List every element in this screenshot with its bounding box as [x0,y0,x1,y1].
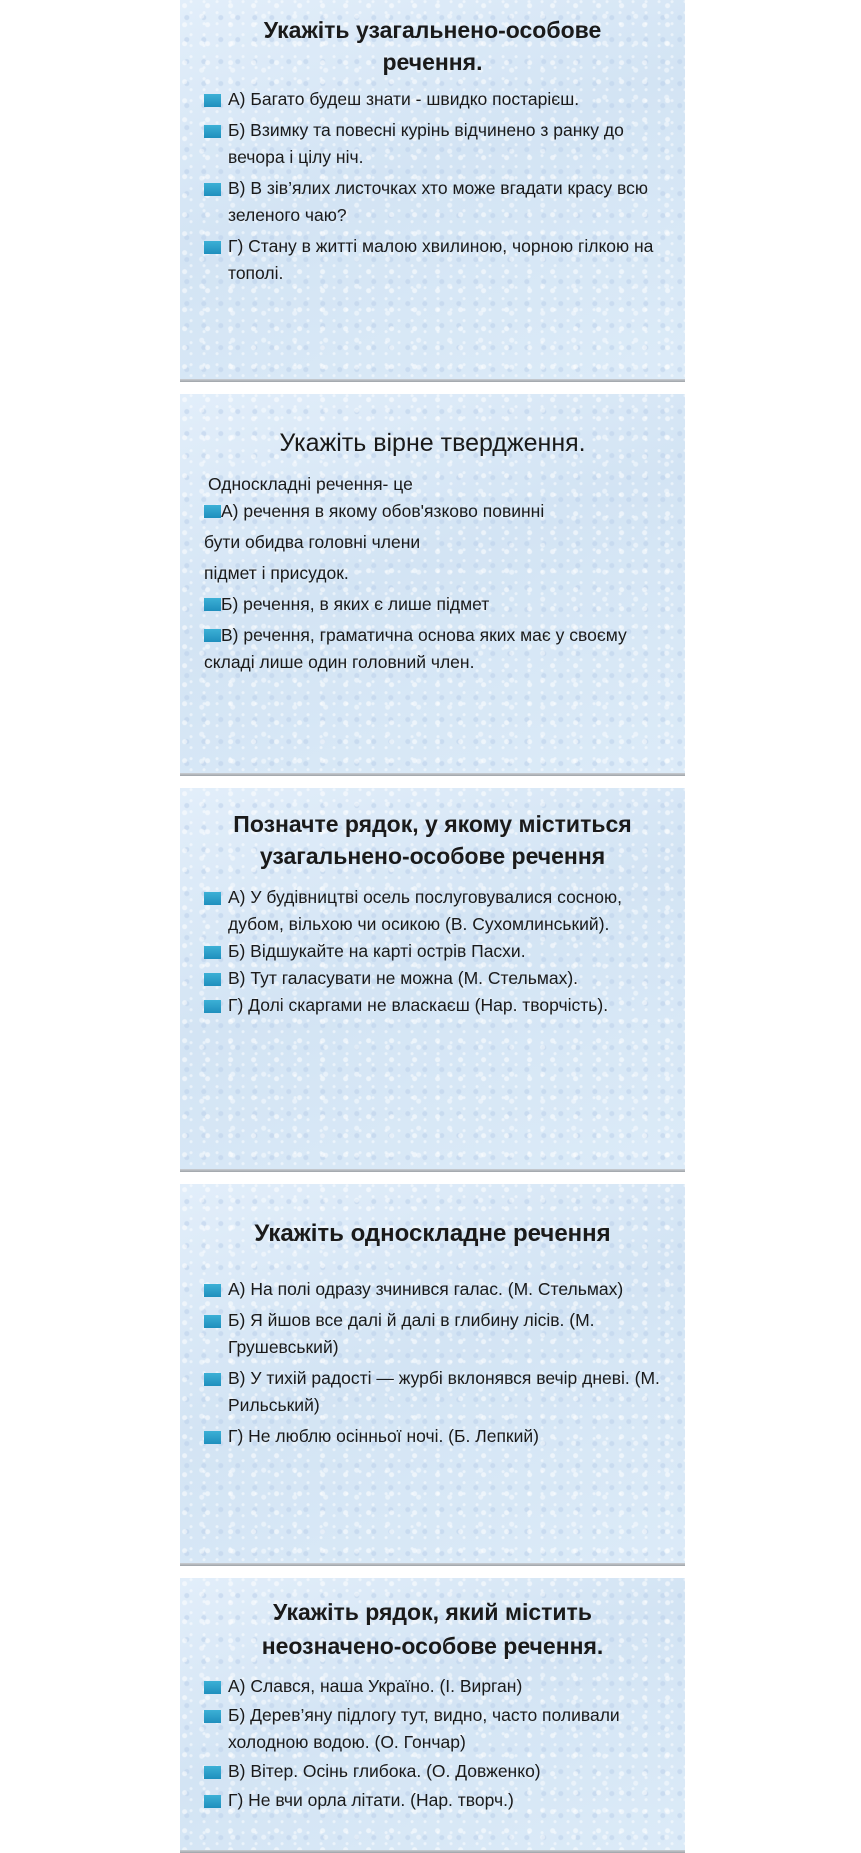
slide-title: Укажіть вірне твердження. [279,429,586,457]
blue-square-bullet-icon [204,183,221,196]
option-a: А) речення в якому обов'язково повинні [180,498,685,525]
blue-square-bullet-icon [204,598,221,611]
blue-square-bullet-icon [204,1681,221,1694]
option-a-line-3: підмет і присудок. [204,563,349,583]
option-c: В) Вітер. Осінь глибока. (О. Довженко) [180,1758,685,1785]
blue-square-bullet-icon [204,1766,221,1779]
option-d: Г) Не вчи орла літати. (Нар. творч.) [180,1787,685,1814]
intro-text: Односкладні речення- це [208,474,413,494]
option-d: Г) Долі скаргами не власкаєш (Нар. творчість). [180,992,685,1019]
option-c: В) У тихій радості — журбі вклонявся вечір дневі. (М. Рильський) [180,1365,685,1419]
slide-title: Укажіть узагальнено-особове речення. [263,17,602,75]
blue-square-bullet-icon [204,892,221,905]
blue-square-bullet-icon [204,505,221,518]
option-a: А) На полі одразу зчинився галас. (М. Стельмах) [180,1276,685,1303]
option-b: Б) Я йшов все далі й далі в глибину лісів. (М. Грушевський) [180,1307,685,1361]
option-a: А) Багато будеш знати - швидко постарієш. [180,86,685,113]
blue-square-bullet-icon [204,1284,221,1297]
blue-square-bullet-icon [204,94,221,107]
option-c: В) речення, граматична основа яких має у своєму складі лише один головний член. [204,625,627,672]
blue-square-bullet-icon [204,1431,221,1444]
option-a: А) У будівництві осель послуговувалися сосною, дубом, вільхою чи осикою (В. Сухомлинський). [180,884,685,938]
blue-square-bullet-icon [204,1710,221,1723]
slide-2 [180,394,685,776]
option-b: Б) Дерев’яну підлогу тут, видно, часто поливали холодною водою. (О. Гончар) [180,1702,685,1756]
option-b: Б) Взимку та повесні курінь відчинено з ранку до вечора і цілу ніч. [180,117,685,171]
slide-title: Укажіть односкладне речення [254,1220,611,1247]
option-b: Б) Відшукайте на карті острів Пасхи. [180,938,685,965]
blue-square-bullet-icon [204,1000,221,1013]
blue-square-bullet-icon [204,241,221,254]
blue-square-bullet-icon [204,1795,221,1808]
blue-square-bullet-icon [204,946,221,959]
slide-title: Укажіть рядок, який містить неозначено-особове речення. [261,1599,604,1659]
option-a: А) Слався, наша Україно. (І. Вирган) [180,1673,685,1700]
blue-square-bullet-icon [204,1373,221,1386]
slide-title: Позначте рядок, у якому міститься узагальнено-особове речення [233,811,632,869]
option-a-line-2: бути обидва головні члени [204,532,421,552]
option-d: Г) Не люблю осінньої ночі. (Б. Лепкий) [180,1423,685,1450]
option-b: Б) речення, в яких є лише підмет [180,591,685,618]
slide-5 [180,1578,685,1853]
slide-3 [180,788,685,1172]
slide-4 [180,1184,685,1566]
blue-square-bullet-icon [204,125,221,138]
option-c: В) В зів’ялих листочках хто може вгадати красу всю зеленого чаю? [180,175,685,229]
option-c: В) Тут галасувати не можна (М. Стельмах). [180,965,685,992]
blue-square-bullet-icon [204,1315,221,1328]
slide-1 [180,0,685,382]
blue-square-bullet-icon [204,629,221,642]
option-d: Г) Стану в житті малою хвилиною, чорною гілкою на тополі. [180,233,685,287]
blue-square-bullet-icon [204,973,221,986]
